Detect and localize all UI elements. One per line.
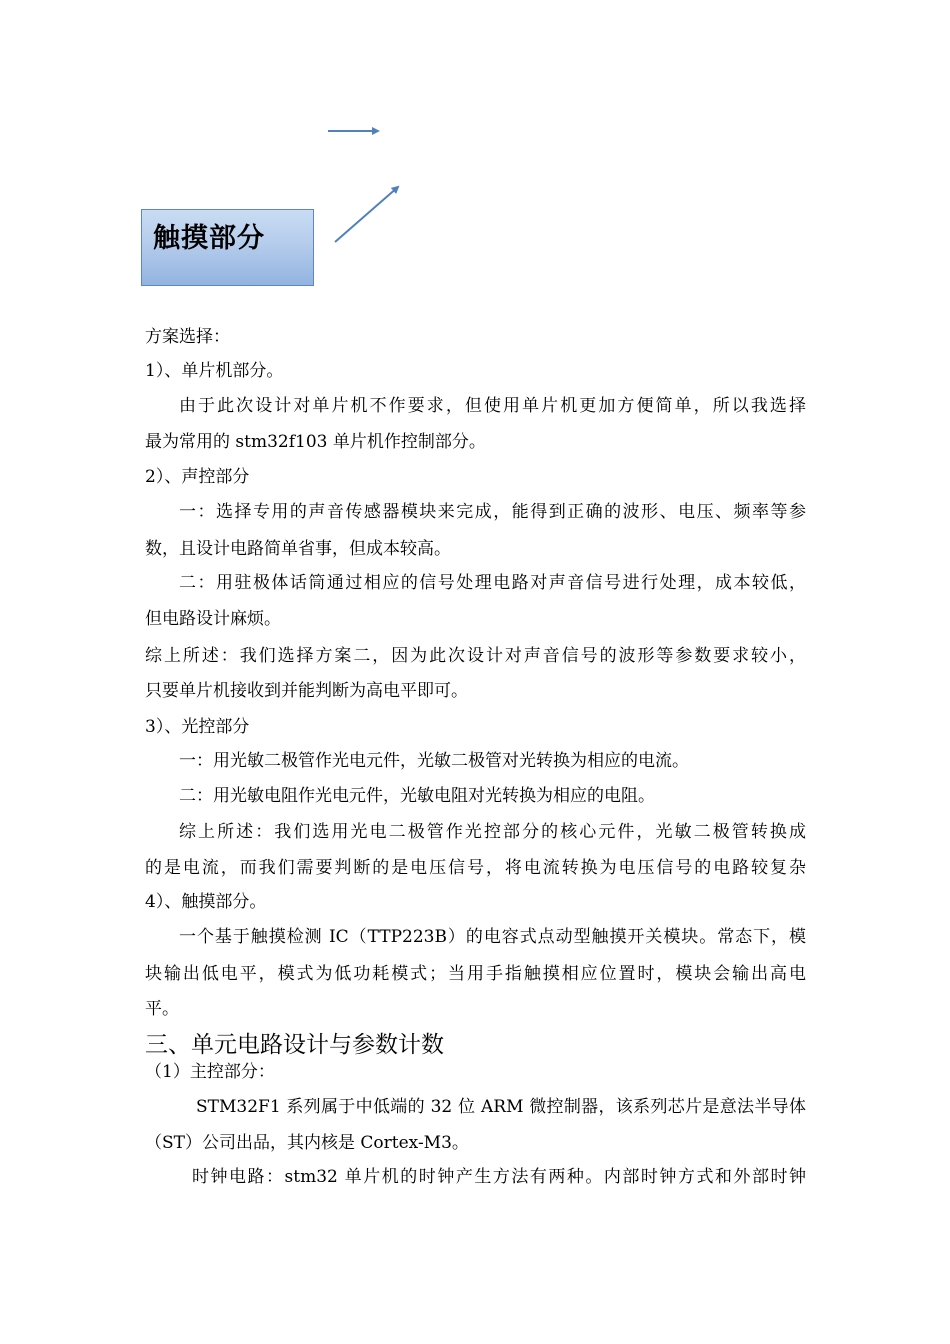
section-2-option-2-line-2: 但电路设计麻烦。: [145, 609, 281, 629]
section-3-option-2: 二：用光敏电阻作光电元件，光敏电阻对光转换为相应的电阻。: [179, 786, 655, 806]
section-2-option-2-line-1: 二：用驻极体话筒通过相应的信号处理电路对声音信号进行处理，成本较低，: [179, 573, 806, 593]
section-4-paragraph-line-2: 块输出低电平，模式为低功耗模式；当用手指触摸相应位置时，模块会输出高电: [145, 964, 806, 984]
section-1-paragraph-line-1: 由于此次设计对单片机不作要求，但使用单片机更加方便简单，所以我选择: [179, 396, 806, 416]
section-1-paragraph-line-2: 最为常用的 stm32f103 单片机作控制部分。: [145, 432, 486, 452]
diagonal-arrow: [335, 187, 398, 242]
section-1-title: 1）、单片机部分。: [145, 361, 284, 381]
section-2-summary-line-2: 只要单片机接收到并能判断为高电平即可。: [145, 681, 468, 701]
section-2-summary-line-1: 综上所述：我们选择方案二，因为此次设计对声音信号的波形等参数要求较小，: [145, 646, 806, 666]
subsection-1-paragraph-line-2: （ST）公司出品，其内核是 Cortex-M3。: [145, 1133, 469, 1153]
section-3-heading: 三、单元电路设计与参数计数: [145, 1032, 444, 1058]
subsection-1-title: （1）主控部分：: [145, 1062, 275, 1082]
section-2-option-1-line-2: 数，且设计电路简单省事，但成本较高。: [145, 539, 451, 559]
subsection-1-clock-line-1: 时钟电路：stm32 单片机的时钟产生方法有两种。内部时钟方式和外部时钟: [192, 1167, 806, 1187]
section-2-title: 2）、声控部分: [145, 467, 250, 487]
section-3-title: 3）、光控部分: [145, 717, 250, 737]
section-4-title: 4）、触摸部分。: [145, 892, 267, 912]
scheme-title: 方案选择：: [145, 327, 230, 347]
section-3-summary-line-1: 综上所述：我们选用光电二极管作光控部分的核心元件，光敏二极管转换成: [179, 822, 806, 842]
section-3-option-1: 一：用光敏二极管作光电元件，光敏二极管对光转换为相应的电流。: [179, 751, 689, 771]
section-3-summary-line-2: 的是电流，而我们需要判断的是电压信号，将电流转换为电压信号的电路较复杂: [145, 858, 806, 878]
section-2-option-1-line-1: 一：选择专用的声音传感器模块来完成，能得到正确的波形、电压、频率等参: [179, 502, 806, 522]
section-4-paragraph-line-3: 平。: [145, 999, 179, 1019]
section-4-paragraph-line-1: 一个基于触摸检测 IC（TTP223B）的电容式点动型触摸开关模块。常态下，模: [179, 927, 806, 947]
touch-part-box-label: 触摸部分: [153, 223, 265, 254]
touch-part-box: [141, 209, 314, 286]
subsection-1-paragraph-line-1: STM32F1 系列属于中低端的 32 位 ARM 微控制器，该系列芯片是意法半导体: [196, 1097, 806, 1117]
